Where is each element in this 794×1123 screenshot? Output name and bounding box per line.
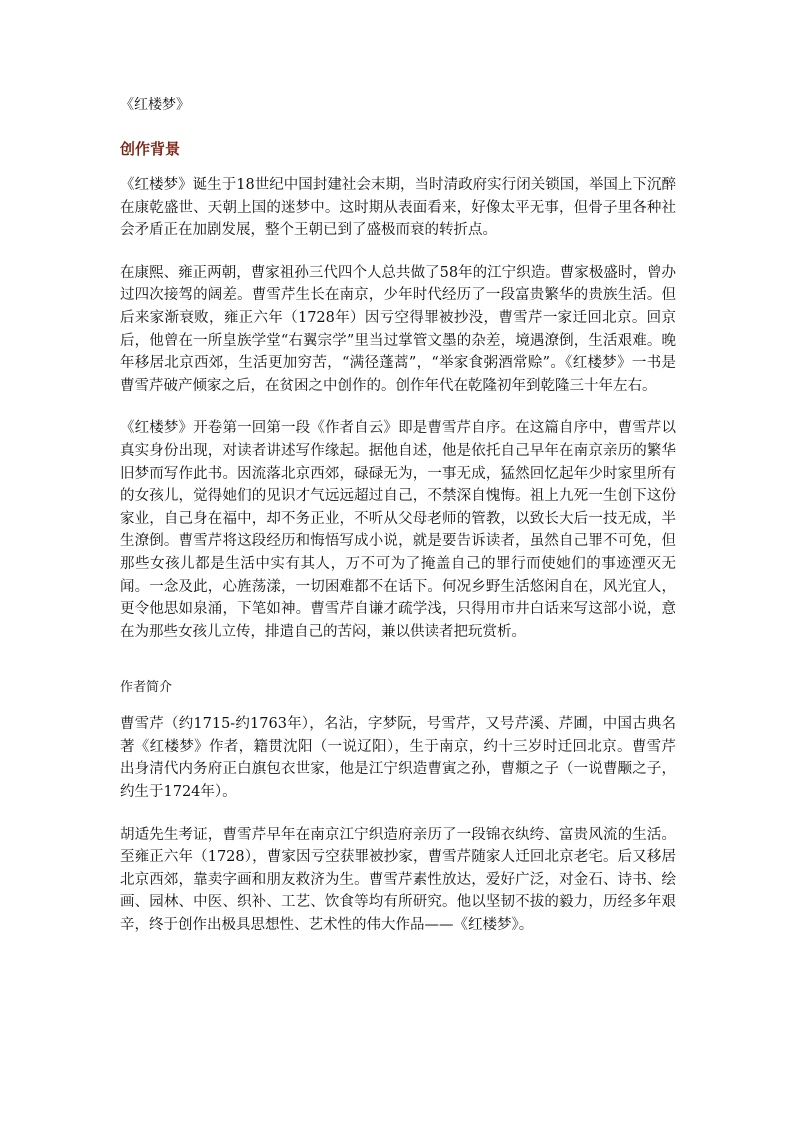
section-heading-background: 创作背景 xyxy=(120,140,181,158)
section-heading-author: 作者简介 xyxy=(120,680,173,696)
paragraph: 胡适先生考证，曹雪芹早年在南京江宁织造府亲历了一段锦衣纨绔、富贵风流的生活。至雍正六年（1728），曹家因亏空获罪被抄家，曹雪芹随家人迁回北京老宅。后又移居北京西郊，靠卖字画和朋友救济为生。曹雪芹素性放达，爱好广泛，对金石、诗书、绘画、园林、中医、织补、工艺、饮食等均有所研究。他以坚韧不拔的毅力，历经多年艰辛，终于创作出极具思想性、艺术性的伟大作品——《红楼梦》。 xyxy=(120,826,676,934)
paragraph: 在康熙、雍正两朝，曹家祖孙三代四个人总共做了58年的江宁织造。曹家极盛时，曾办过四次接驾的阔差。曹雪芹生长在南京，少年时代经历了一段富贵繁华的贵族生活。但后来家渐衰败，雍正六年（1728年）因亏空得罪被抄没，曹雪芹一家迁回北京。回京后，他曾在一所皇族学堂“右翼宗学”里当过掌管文墨的杂差，境遇潦倒，生活艰难。晚年移居北京西郊，生活更加穷苦，“满径蓬蒿”，“举家食粥酒常赊”。《红楼梦》一书是曹雪芹破产倾家之后，在贫困之中创作的。创作年代在乾隆初年到乾隆三十年左右。 xyxy=(120,264,676,394)
paragraph: 曹雪芹（约1715-约1763年），名沾，字梦阮，号雪芹，又号芹溪、芹圃，中国古典名著《红楼梦》作者，籍贯沈阳（一说辽阳），生于南京，约十三岁时迁回北京。曹雪芹出身清代内务府正白旗包衣世家，他是江宁织造曹寅之孙，曹頫之子（一说曹颙之子，约生于1724年）。 xyxy=(120,716,676,801)
paragraph: 《红楼梦》诞生于18世纪中国封建社会末期，当时清政府实行闭关锁国，举国上下沉醉在康乾盛世、天朝上国的迷梦中。这时期从表面看来，好像太平无事，但骨子里各种社会矛盾正在加剧发展，整个王朝已到了盛极而衰的转折点。 xyxy=(120,177,676,239)
paragraph: 《红楼梦》开卷第一回第一段《作者自云》即是曹雪芹自序。在这篇自序中，曹雪芹以真实身份出现，对读者讲述写作缘起。据他自述，他是依托自己早年在南京亲历的繁华旧梦而写作此书。因流落北京西郊，碌碌无为，一事无成，猛然回忆起年少时家里所有的女孩儿，觉得她们的见识才气远远超过自己，不禁深自愧悔。祖上九死一生创下这份家业，自己身在福中，却不务正业，不听从父母老师的管教，以致长大后一技无成，半生潦倒。曹雪芹将这段经历和悔悟写成小说，就是要告诉读者，虽然自己罪不可免，但那些女孩儿都是生活中实有其人，万不可为了掩盖自己的罪行而使她们的事迹湮灭无闻。一念及此，心旌荡漾，一切困难都不在话下。何况乡野生活悠闲自在，风光宜人，更令他思如泉涌，下笔如神。曹雪芹自谦才疏学浅，只得用市井白话来写这部小说，意在为那些女孩儿立传，排遣自己的苦闷，兼以供读者把玩赏析。 xyxy=(120,420,676,640)
document-content xyxy=(120,94,676,937)
document-title: 《红楼梦》 xyxy=(120,97,190,113)
